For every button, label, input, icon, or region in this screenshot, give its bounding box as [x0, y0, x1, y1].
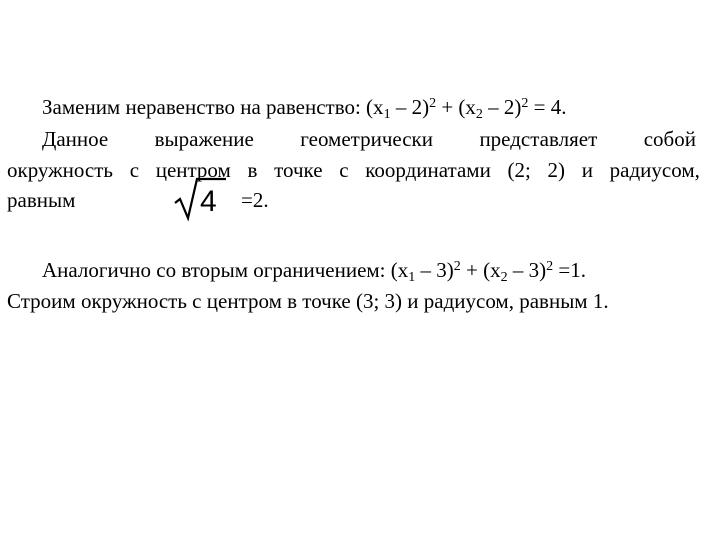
square-root-symbol: [172, 176, 228, 222]
equation-line-1: Заменим неравенство на равенство: $(x_1 - 2)^2 + (x_2 - 2)^2 = 4$.: [42, 95, 567, 122]
text-line-4-start: равным: [7, 188, 76, 212]
text-line-6: Строим окружность с центром в точке (3; 3) и радиусом, равным 1.: [7, 289, 609, 313]
text-line-3: окружность с центром в точке с координатами (2; 2) и радиусом,: [7, 158, 700, 182]
text-line-4-end: =2.: [241, 188, 269, 212]
text-line-2: Данное выражение геометрически представляет собой: [42, 127, 696, 151]
radicand: 4: [200, 185, 217, 218]
equation-line-2: Аналогично со вторым ограничением: $(x_1 - 3)^2 + (x_2 - 3)^2 =1$.: [42, 258, 586, 285]
